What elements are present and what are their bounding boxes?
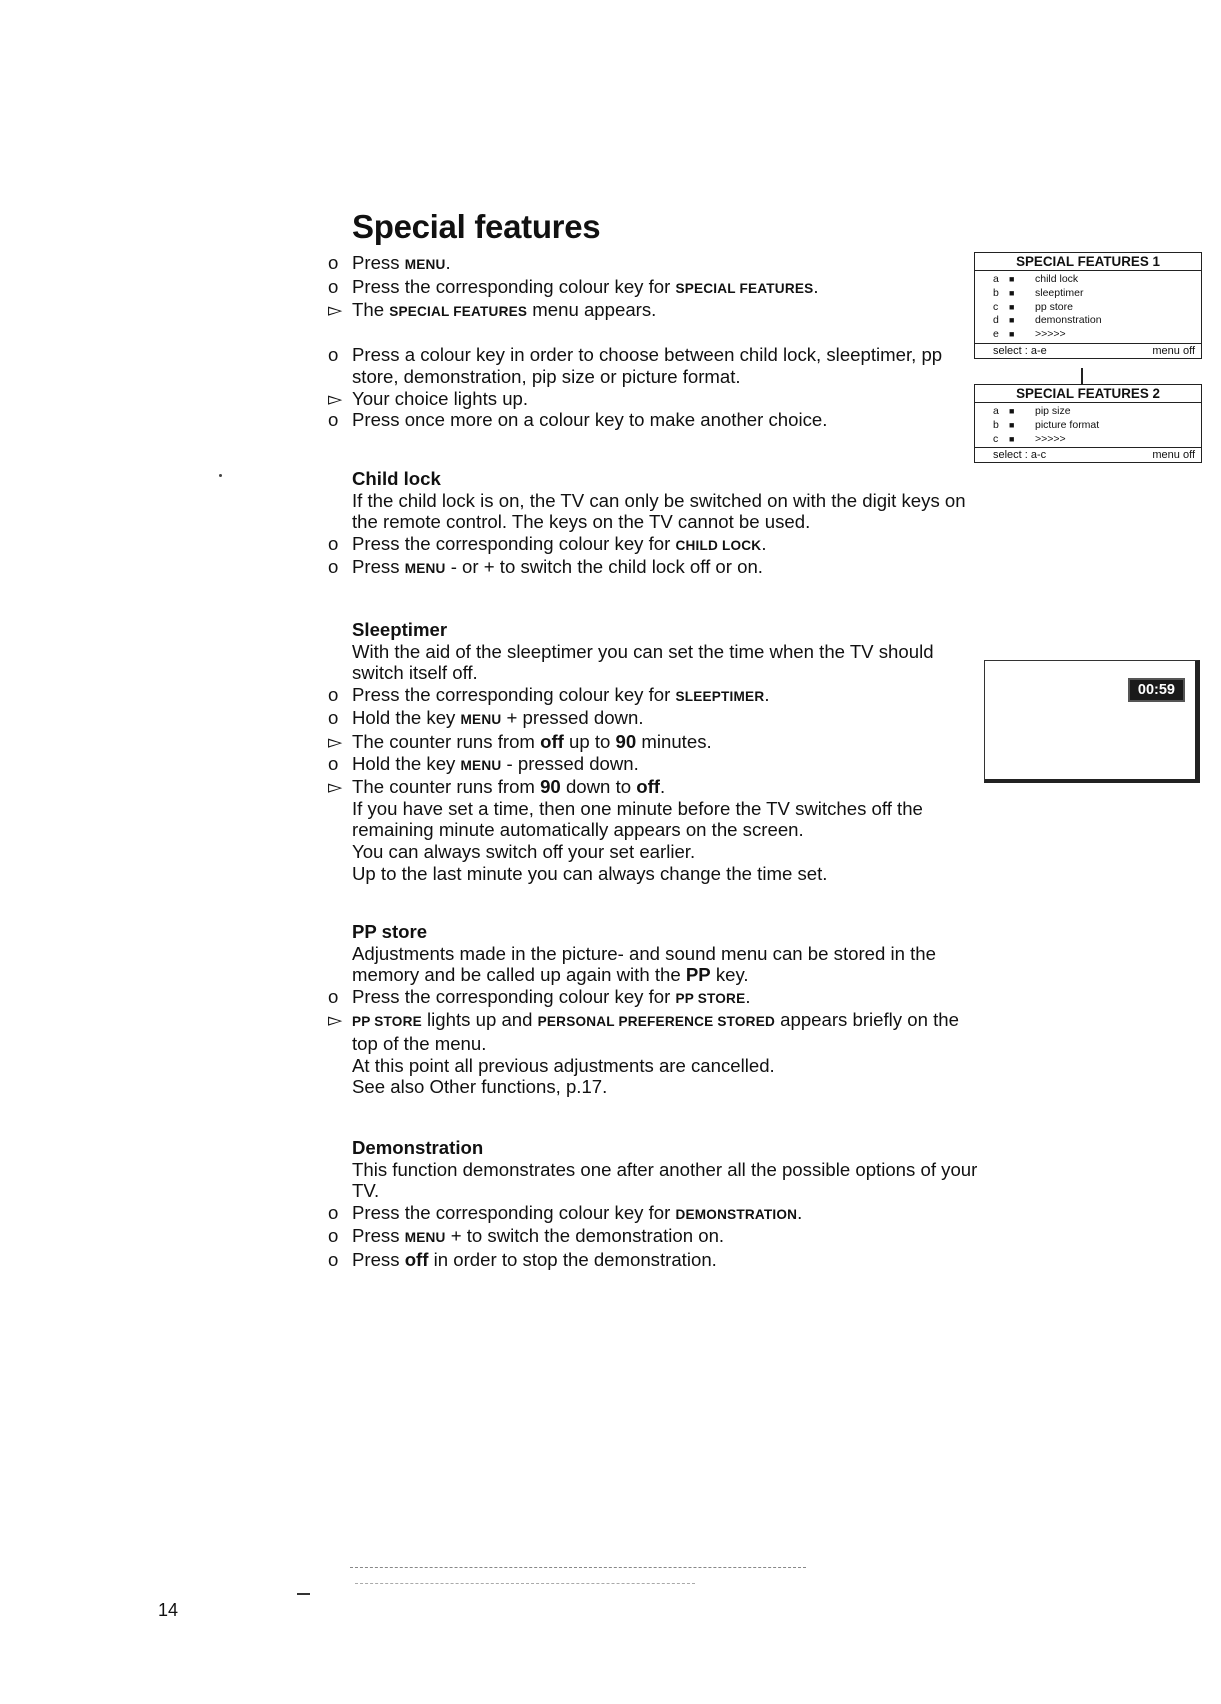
small-caps-term: DEMONSTRATION <box>675 1206 798 1222</box>
text-run: . <box>761 532 767 554</box>
text-run: + to switch the demonstration on. <box>445 1225 725 1247</box>
circle-bullet-icon: o <box>328 532 339 554</box>
square-bullet-icon: ■ <box>1009 433 1015 444</box>
text-run: Press <box>352 1248 405 1270</box>
demonstration-section <box>328 1137 988 1271</box>
text-line <box>328 863 988 885</box>
text-run: You can always switch off your set earlier. <box>352 840 696 862</box>
text-run: minutes. <box>636 730 712 752</box>
text-run: The counter runs from <box>352 730 541 752</box>
menu-item-d <box>993 314 1195 328</box>
circle-bullet-icon: o <box>328 409 339 431</box>
text-line <box>328 556 988 580</box>
small-caps-term: SPECIAL FEATURES <box>675 280 814 296</box>
menu-items <box>975 403 1201 447</box>
text-run: . <box>764 683 770 705</box>
text-line <box>328 798 988 841</box>
circle-bullet-icon: o <box>328 1225 339 1247</box>
section-heading: Demonstration <box>352 1137 484 1158</box>
text-run: With the aid of the sleeptimer you can set the time when the TV should switch itself off. <box>352 640 934 684</box>
scan-artifact-rule <box>350 1567 806 1568</box>
text-line <box>328 1202 988 1226</box>
text-run: Hold the key <box>352 707 461 729</box>
text-run: Press <box>352 252 405 273</box>
text-line <box>328 731 988 753</box>
text-run: Press once more on a colour key to make another choice. <box>352 409 828 431</box>
menu-item-label: demonstration <box>1035 314 1102 327</box>
page-number: 14 <box>158 1600 179 1620</box>
text-run: Press the corresponding colour key for <box>352 1201 676 1223</box>
spacer <box>328 323 988 345</box>
triangle-arrow-icon: ▻ <box>328 1009 343 1031</box>
pp-store-section <box>328 921 988 1098</box>
text-line <box>328 1009 988 1054</box>
text-run: See also Other functions, p.17. <box>352 1076 608 1098</box>
menu-footer <box>975 343 1201 358</box>
text-run: If the child lock is on, the TV can only be switched on with the digit keys on the remote control. The keys on the TV cannot be used. <box>352 489 966 533</box>
text-line <box>328 490 988 533</box>
square-bullet-icon: ■ <box>1009 301 1015 312</box>
menu-item-b <box>993 419 1195 433</box>
menu-item-c <box>993 433 1195 447</box>
text-line <box>328 1159 988 1202</box>
menu-item-label: >>>>> <box>1035 432 1066 445</box>
text-run: . <box>745 985 751 1007</box>
text-line <box>328 776 988 798</box>
menu-footer-menu: menu off <box>1152 344 1195 357</box>
text-run: Press the corresponding colour key for <box>352 532 676 554</box>
text-run: - pressed down. <box>501 752 639 774</box>
circle-bullet-icon: o <box>328 985 339 1007</box>
text-line <box>328 409 988 431</box>
text-line <box>328 684 988 708</box>
menu-items <box>975 271 1201 343</box>
text-run: up to <box>563 730 616 752</box>
small-caps-term: SPECIAL FEATURES <box>389 304 528 320</box>
menu-item-label: child lock <box>1035 273 1079 285</box>
small-caps-term: CHILD LOCK <box>675 537 762 553</box>
text-line <box>328 533 988 557</box>
circle-bullet-icon: o <box>328 344 339 366</box>
text-run: This function demonstrates one after another all the possible options of your TV. <box>352 1158 978 1202</box>
menu-footer-select: select : a-c <box>993 449 1047 462</box>
text-line <box>328 641 988 684</box>
triangle-arrow-icon: ▻ <box>328 299 343 321</box>
child-lock-section <box>328 468 988 580</box>
bold-term: off <box>404 1248 429 1270</box>
section-heading: Child lock <box>352 468 441 489</box>
text-line <box>328 388 988 410</box>
menu-connector <box>1081 368 1083 384</box>
text-run: appears briefly on the top of the menu. <box>352 1009 959 1054</box>
menu-title: SPECIAL FEATURES 1 <box>975 253 1201 271</box>
menu-item-letter: a <box>993 273 999 285</box>
page-title: Special features <box>352 208 601 245</box>
text-line <box>328 943 988 986</box>
special-features-1-menu <box>974 252 1202 359</box>
menu-item-letter: e <box>993 328 999 341</box>
text-line <box>328 707 988 731</box>
menu-item-label: sleeptimer <box>1035 286 1084 299</box>
text-run: Press the corresponding colour key for <box>352 275 676 297</box>
text-line <box>328 299 988 323</box>
circle-bullet-icon: o <box>328 1201 339 1223</box>
bold-term: 90 <box>615 730 637 752</box>
small-caps-term: MENU <box>460 757 502 773</box>
text-run: Hold the key <box>352 752 461 774</box>
text-run: . <box>797 1201 803 1223</box>
menu-item-letter: b <box>993 286 999 299</box>
text-line <box>328 276 988 300</box>
text-line <box>328 619 988 641</box>
text-line <box>328 1249 988 1271</box>
menu-footer <box>975 447 1201 462</box>
scan-artifact-dot <box>219 474 222 477</box>
small-caps-term: MENU <box>460 712 502 728</box>
text-run: The counter runs from <box>352 776 541 798</box>
scan-artifact-rule <box>355 1583 695 1584</box>
menu-item-label: >>>>> <box>1035 328 1066 341</box>
text-run: - or + to switch the child lock off or on. <box>445 556 763 578</box>
triangle-arrow-icon: ▻ <box>328 387 343 409</box>
circle-bullet-icon: o <box>328 707 339 729</box>
text-run: . <box>813 275 819 297</box>
sleeptimer-display: 00:59 <box>1128 678 1185 702</box>
square-bullet-icon: ■ <box>1009 274 1015 284</box>
text-run: Your choice lights up. <box>352 387 529 409</box>
text-run: The <box>352 299 390 321</box>
bold-term: 90 <box>540 776 561 798</box>
menu-footer-menu: menu off <box>1152 449 1195 462</box>
menu-item-letter: b <box>993 418 999 431</box>
text-run: Up to the last minute you can always change the time set. <box>352 862 828 884</box>
text-line <box>328 921 988 943</box>
square-bullet-icon: ■ <box>1009 406 1015 416</box>
small-caps-term: PP STORE <box>675 990 746 1006</box>
circle-bullet-icon: o <box>328 1248 339 1270</box>
circle-bullet-icon: o <box>328 683 339 705</box>
menu-item-letter: a <box>993 405 999 417</box>
menu-item-letter: c <box>993 300 999 313</box>
menu-footer-select: select : a-e <box>993 344 1047 357</box>
text-run: Press <box>352 556 405 578</box>
text-run: lights up and <box>421 1009 538 1031</box>
text-run: down to <box>560 776 637 798</box>
menu-item-label: pp store <box>1035 300 1073 313</box>
circle-bullet-icon: o <box>328 556 339 578</box>
square-bullet-icon: ■ <box>1009 315 1015 326</box>
small-caps-term: MENU <box>404 1230 446 1246</box>
text-line <box>328 753 988 777</box>
text-run: Press the corresponding colour key for <box>352 985 676 1007</box>
small-caps-term: PERSONAL PREFERENCE STORED <box>537 1014 775 1030</box>
small-caps-term: SLEEPTIMER <box>675 688 765 704</box>
scan-artifact-mark <box>297 1593 310 1595</box>
triangle-arrow-icon: ▻ <box>328 776 343 798</box>
text-run: . <box>660 776 666 798</box>
square-bullet-icon: ■ <box>1009 419 1015 430</box>
circle-bullet-icon: o <box>328 752 339 774</box>
circle-bullet-icon: o <box>328 252 339 273</box>
text-line <box>328 1055 988 1077</box>
bold-term: PP <box>685 964 711 986</box>
menu-item-letter: d <box>993 314 999 327</box>
text-line <box>328 986 988 1010</box>
small-caps-term: PP STORE <box>352 1014 422 1030</box>
section-heading: PP store <box>352 921 428 942</box>
text-run: Press a colour key in order to choose between child lock, sleeptimer, pp store, demonstration, pip size or picture format. <box>352 344 943 387</box>
text-run: At this point all previous adjustments are cancelled. <box>352 1054 775 1076</box>
text-line <box>328 252 988 276</box>
intro-section <box>328 252 988 431</box>
text-run: menu appears. <box>527 299 657 321</box>
square-bullet-icon: ■ <box>1009 287 1015 298</box>
text-run: key. <box>710 964 749 986</box>
sleeptimer-section <box>328 619 988 884</box>
text-line <box>328 841 988 863</box>
triangle-arrow-icon: ▻ <box>328 730 343 752</box>
circle-bullet-icon: o <box>328 275 339 297</box>
menu-item-label: picture format <box>1035 418 1100 431</box>
special-features-2-menu <box>974 384 1202 463</box>
text-run: Press <box>352 1225 405 1247</box>
bold-term: off <box>540 730 564 752</box>
menu-item-a <box>993 405 1195 419</box>
menu-item-a <box>993 273 1195 287</box>
bold-term: off <box>636 776 660 798</box>
text-run: Press the corresponding colour key for <box>352 683 676 705</box>
text-line <box>328 1137 988 1159</box>
section-heading: Sleeptimer <box>352 619 448 640</box>
text-line <box>328 468 988 490</box>
text-line <box>328 1076 988 1098</box>
text-run: + pressed down. <box>501 707 644 729</box>
tv-screen-illustration <box>984 660 1200 783</box>
menu-title: SPECIAL FEATURES 2 <box>975 385 1201 403</box>
text-line <box>328 344 988 387</box>
square-bullet-icon: ■ <box>1009 329 1015 340</box>
menu-item-b <box>993 287 1195 301</box>
small-caps-term: MENU <box>404 561 446 577</box>
text-run: If you have set a time, then one minute before the TV switches off the remaining minute automatically appears on the screen. <box>352 797 923 841</box>
text-run: in order to stop the demonstration. <box>428 1248 717 1270</box>
menu-item-c <box>993 301 1195 315</box>
text-line <box>328 1225 988 1249</box>
menu-item-e <box>993 328 1195 342</box>
text-run: Adjustments made in the picture- and sound menu can be stored in the memory and be called up again with the <box>352 942 936 986</box>
small-caps-term: MENU <box>404 257 446 272</box>
menu-item-label: pip size <box>1035 405 1071 417</box>
menu-item-letter: c <box>993 432 999 445</box>
text-run: . <box>445 252 451 273</box>
